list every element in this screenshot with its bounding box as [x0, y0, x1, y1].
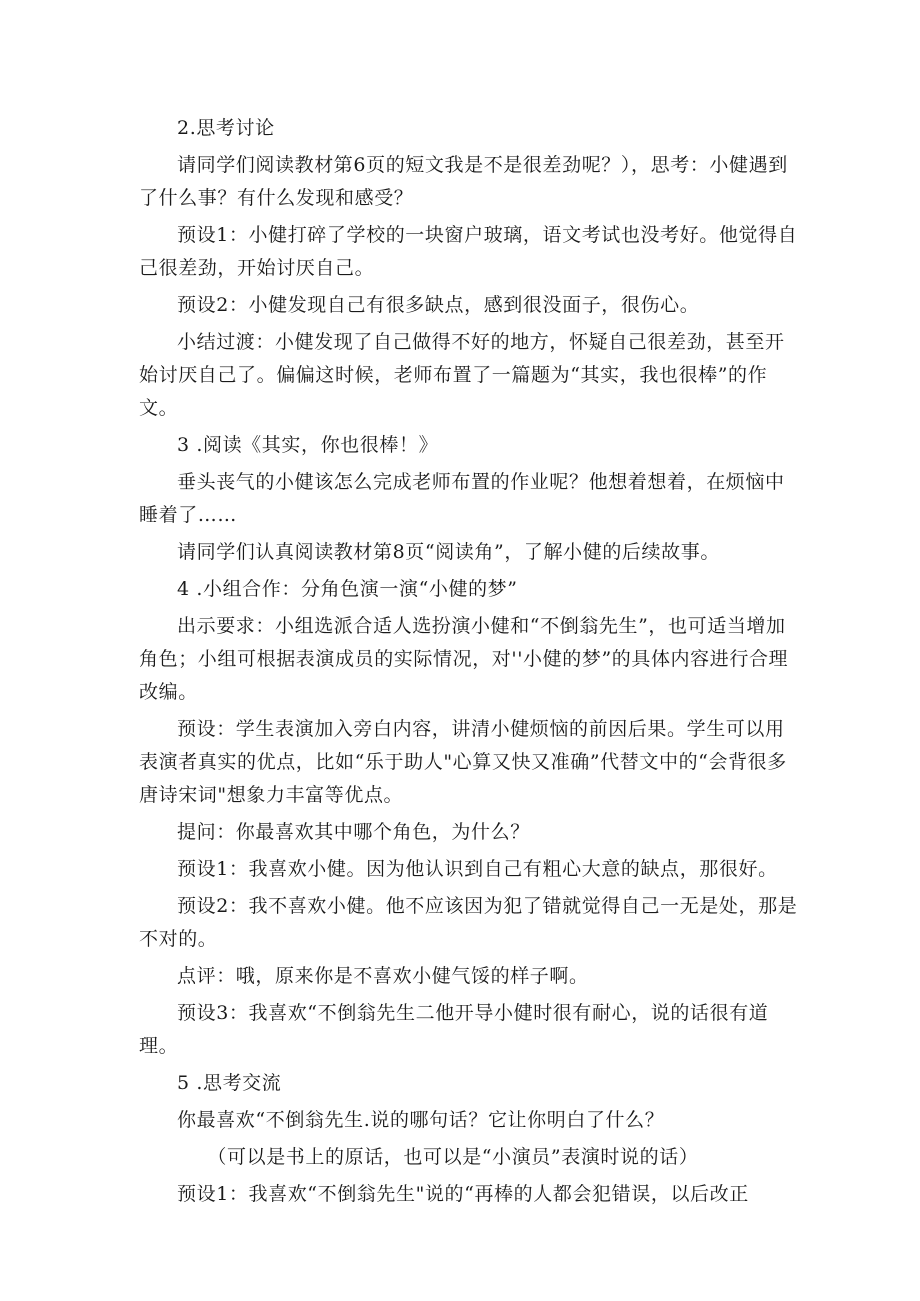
section-heading-5: 5 .思考交流	[177, 1072, 282, 1094]
section-heading-3: 3 .阅读《其实，你也很棒！》	[177, 434, 439, 456]
paragraph-requirements: 出示要求：小组选派合适人选扮演小健和“不倒翁先生”，也可适当增加角色；小组可根据表演成员的实际情况，对''小健的梦”的具体内容进行合理改编。	[139, 615, 789, 703]
paragraph-quote-preset-1: 预设1：我喜欢“不倒翁先生"说的“再棒的人都会犯错误，以后改正	[177, 1183, 749, 1205]
paragraph-preset-2: 预设2：小健发现自己有很多缺点，感到很没面子，很伤心。	[177, 294, 700, 316]
paragraph-answer-preset-2: 预设2：我不喜欢小健。他不应该因为犯了错就觉得自己一无是处，那是不对的。	[139, 895, 798, 950]
paragraph-preset-1: 预设1：小健打碎了学校的一块窗户玻璃，语文考试也没考好。他觉得自己很差劲，开始讨厌自己。	[139, 224, 798, 279]
paragraph-summary-transition: 小结过渡：小健发现了自己做得不好的地方，怀疑自己很差劲，甚至开始讨厌自己了。偏偏这时候，老师布置了一篇题为“其实，我也很棒”的作文。	[139, 331, 785, 419]
paragraph-parenthetical-note: （可以是书上的原话，也可以是“小演员”表演时说的话）	[207, 1146, 699, 1168]
paragraph-read-textbook-page-8: 请同学们认真阅读教材第8页“阅读角”，了解小健的后续故事。	[177, 541, 720, 563]
paragraph-performance-preset: 预设：学生表演加入旁白内容，讲清小健烦恼的前因后果。学生可以用表演者真实的优点，比如“乐于助人"心算又快又准确”代替文中的“会背很多唐诗宋词"想象力丰富等优点。	[139, 718, 787, 806]
paragraph-answer-preset-1: 预设1：我喜欢小健。因为他认识到自己有粗心大意的缺点，那很好。	[177, 858, 778, 880]
paragraph-comment: 点评：哦，原来你是不喜欢小健气馁的样子啊。	[177, 965, 589, 987]
paragraph-read-textbook-page-6: 请同学们阅读教材第6页的短文我是不是很差劲呢？），思考：小健遇到了什么事？有什么发现和感受？	[139, 154, 788, 209]
section-heading-4: 4 .小组合作：分角色演一演“小健的梦”	[177, 578, 518, 600]
paragraph-answer-preset-3: 预设3：我喜欢“不倒翁先生二他开导小健时很有耐心，说的话很有道理。	[139, 1002, 769, 1057]
section-heading-2: 2.思考讨论	[177, 117, 275, 139]
paragraph-dejected-xiaojian: 垂头丧气的小健该怎么完成老师布置的作业呢？他想着想着，在烦恼中睡着了……	[139, 471, 785, 526]
paragraph-question: 提问：你最喜欢其中哪个角色，为什么？	[177, 821, 530, 843]
paragraph-favorite-quote: 你最喜欢“不倒翁先生.说的哪句话？它让你明白了什么？	[177, 1109, 665, 1131]
document-body	[139, 112, 799, 1215]
